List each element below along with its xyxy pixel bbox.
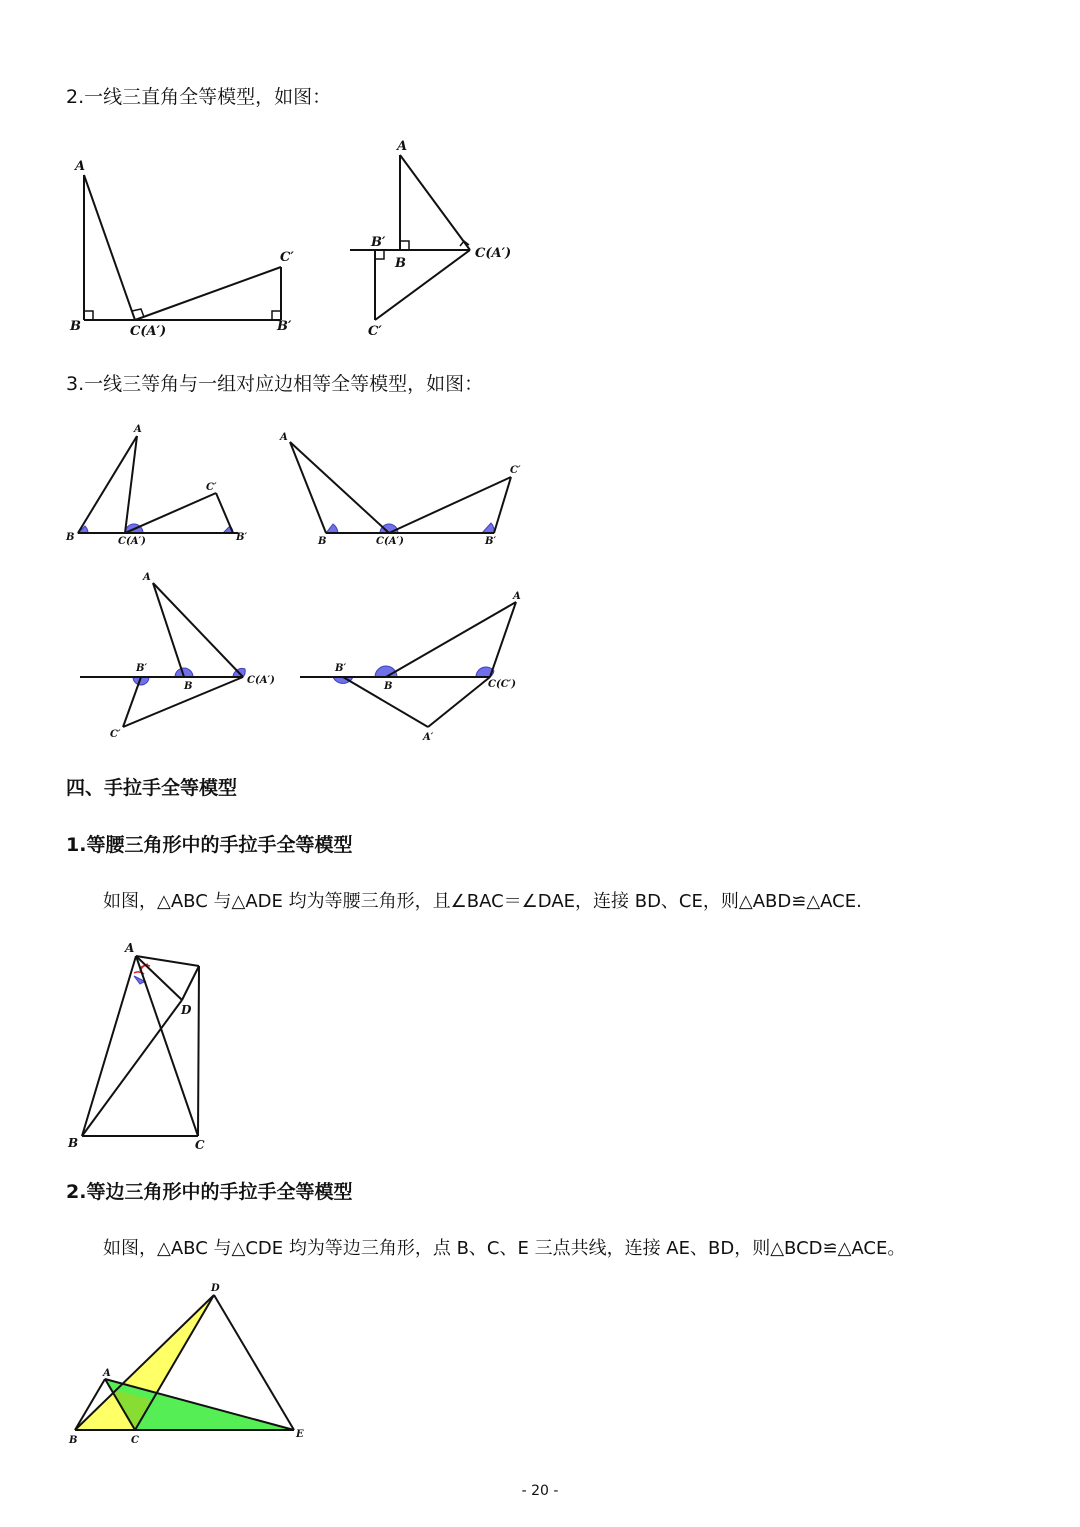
page-number: - 20 - [521, 1483, 559, 1499]
paragraph-2: 如图，△ABC 与△CDE 均为等边三角形，点 B、C、E 三点共线，连接 AE、BD，则△BCD≌△ACE。 [103, 1238, 906, 1259]
label-a: A [125, 941, 135, 955]
figure-right-angle-right [345, 135, 545, 345]
label-b: B [68, 1136, 79, 1150]
subsection-1-heading: 1.等腰三角形中的手拉手全等模型 [66, 834, 353, 856]
label-b: B [69, 1435, 78, 1446]
label-c-c-prime: C(C′) [488, 679, 517, 690]
section-4-heading: 四、手拉手全等模型 [66, 777, 238, 799]
label-a-prime: A′ [423, 732, 434, 743]
figure-right-angle-left [60, 150, 320, 350]
figure-equal-angle-2 [270, 420, 540, 560]
label-d: D [211, 1283, 220, 1294]
label-b-prime: B′ [236, 532, 248, 543]
paragraph-1: 如图，△ABC 与△ADE 均为等腰三角形，且∠BAC＝∠DAE，连接 BD、CE，则△ABD≌△ACE. [103, 891, 862, 912]
label-b: B [384, 681, 393, 692]
label-c: C [131, 1435, 139, 1446]
label-c-prime: C′ [110, 729, 121, 740]
label-c-a-prime: C(A′) [475, 246, 512, 261]
label-e: E [296, 1429, 304, 1440]
label-a: A [103, 1368, 111, 1379]
subsection-2-heading: 2.等边三角形中的手拉手全等模型 [66, 1181, 353, 1203]
label-a: A [280, 432, 288, 443]
model2-heading: 2.一线三直角全等模型，如图： [66, 86, 332, 108]
label-a: A [397, 139, 408, 154]
label-c-a-prime: C(A′) [130, 324, 167, 339]
figure-equal-angle-1 [60, 420, 260, 560]
label-b: B [184, 681, 193, 692]
label-a: A [143, 572, 151, 583]
figure-isosceles-hand-in-hand [60, 935, 230, 1155]
label-c-a-prime: C(A′) [247, 675, 275, 686]
label-b: B [70, 319, 81, 334]
label-b-prime: B′ [277, 319, 292, 334]
figure-equal-angle-3 [75, 565, 285, 745]
label-c-a-prime: C(A′) [376, 536, 404, 547]
label-b: B [395, 256, 406, 271]
label-c-prime: C′ [280, 250, 294, 265]
figure-equal-angle-4 [295, 580, 545, 750]
label-a: A [75, 159, 86, 174]
model3-heading: 3.一线三等角与一组对应边相等全等模型，如图： [66, 373, 484, 395]
label-b-prime: B′ [335, 663, 347, 674]
label-b-prime: B′ [371, 235, 386, 250]
label-c-a-prime: C(A′) [118, 536, 146, 547]
label-a: A [513, 591, 521, 602]
label-b: B [66, 532, 75, 543]
label-d: D [181, 1003, 192, 1017]
label-b-prime: B′ [136, 663, 148, 674]
label-b-prime: B′ [485, 536, 497, 547]
label-c-prime: C′ [510, 465, 521, 476]
label-b: B [318, 536, 327, 547]
label-c-prime: C′ [368, 324, 382, 339]
label-c-prime: C′ [206, 482, 217, 493]
figure-equilateral-hand-in-hand [60, 1275, 320, 1465]
label-c: C [195, 1138, 205, 1152]
label-a: A [134, 424, 142, 435]
